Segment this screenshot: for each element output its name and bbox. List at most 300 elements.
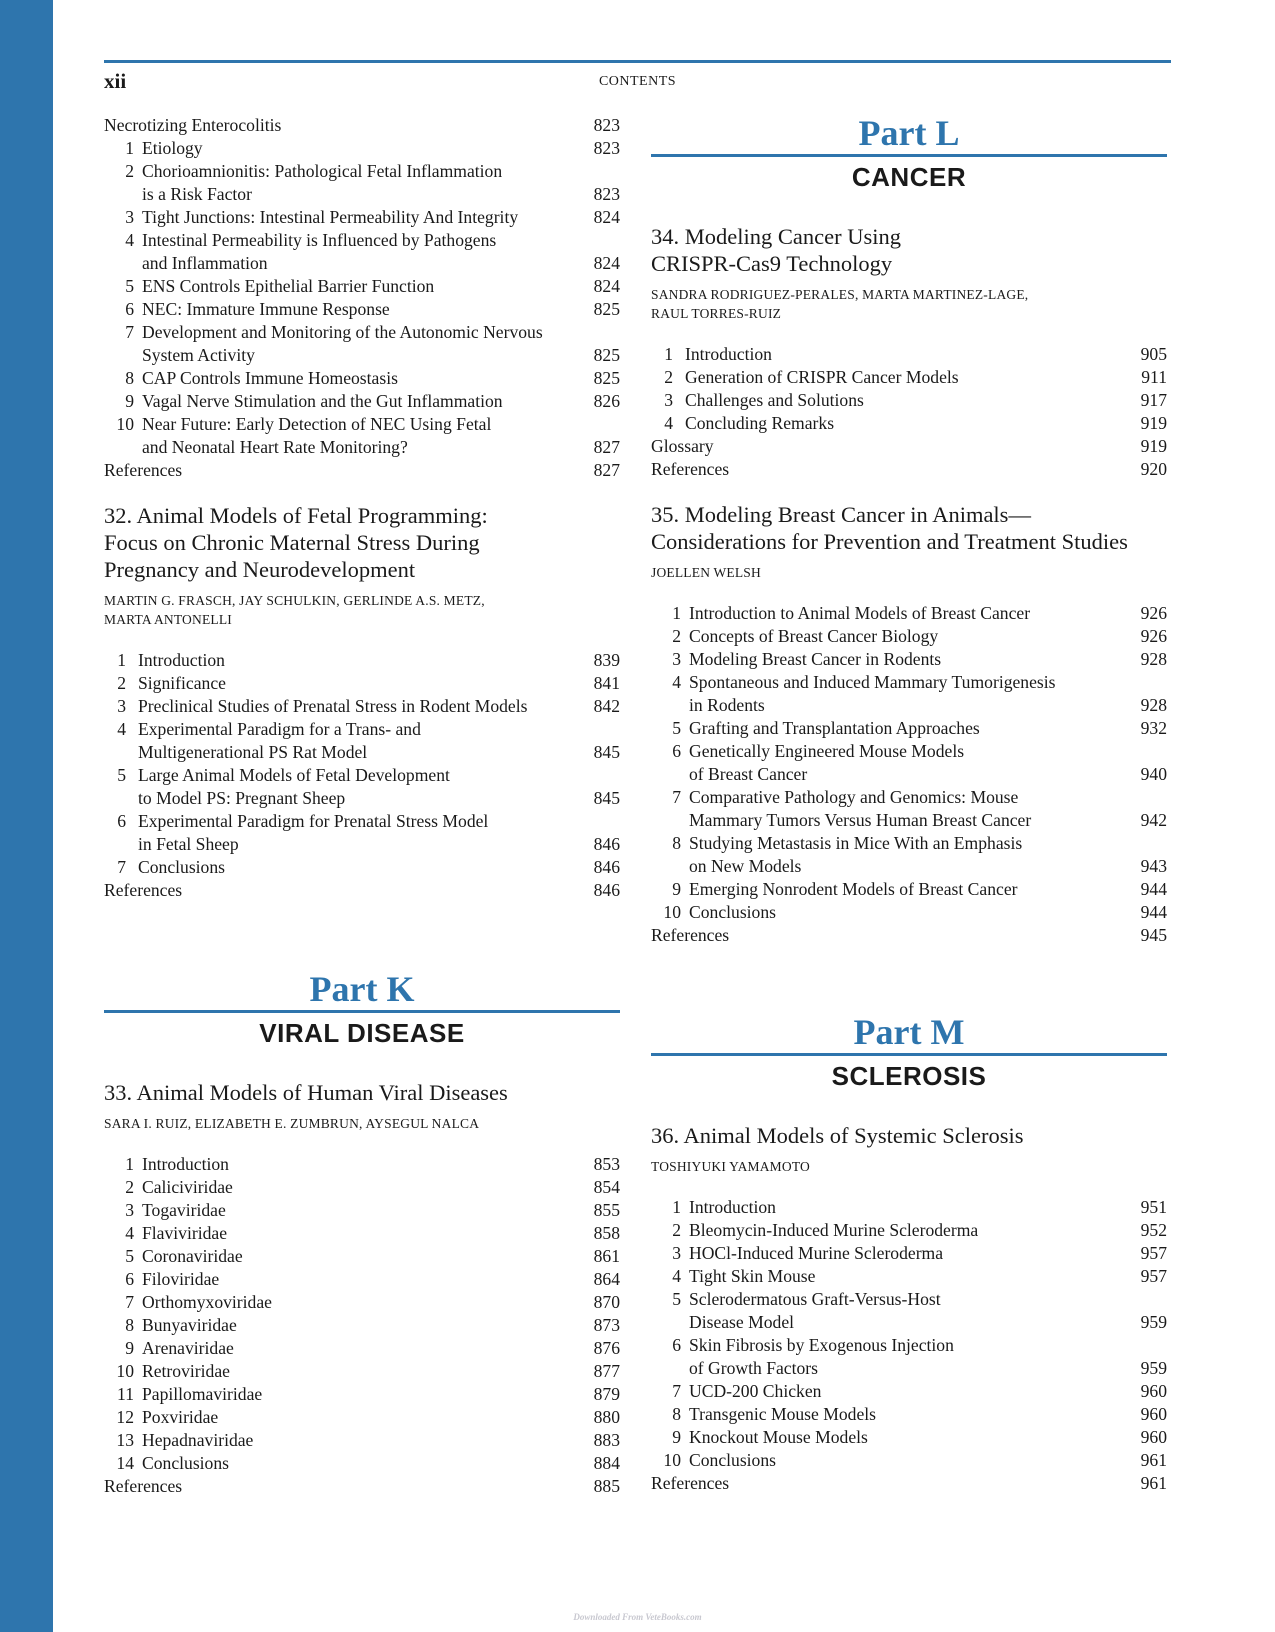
text-line: TOSHIYUKI YAMAMOTO (651, 1159, 810, 1174)
toc-entry-title-line: Etiology (142, 138, 203, 158)
toc-entry-number: 7 (672, 787, 681, 807)
toc-entry-page: 873 (593, 1315, 620, 1335)
toc-entry (651, 458, 1167, 481)
toc-entry-title (651, 366, 1117, 389)
toc-entry-title-line: Introduction (138, 650, 225, 670)
toc-entry-number: 4 (672, 672, 681, 692)
toc-entry (651, 1403, 1167, 1426)
text-line: SARA I. RUIZ, ELIZABETH E. ZUMBRUN, AYSEGUL NALCA (104, 1116, 480, 1131)
toc-entry-page: 824 (593, 253, 620, 273)
toc-entry-number: 9 (672, 1427, 681, 1447)
toc-entry-number: 7 (125, 322, 134, 342)
toc-entry-number: 6 (125, 299, 134, 319)
text-line: MARTIN G. FRASCH, JAY SCHULKIN, GERLINDE A.S. METZ, (104, 593, 485, 608)
part-rule (104, 1010, 620, 1013)
part-name: CANCER (851, 162, 967, 192)
toc-entry-number: 7 (672, 1381, 681, 1401)
toc-entry-title-line: NEC: Immature Immune Response (142, 299, 390, 319)
toc-entry-title-line: to Model PS: Pregnant Sheep (138, 788, 346, 808)
toc-entry (651, 1196, 1167, 1219)
toc-entry-title (651, 435, 1117, 458)
toc-entry-page: 928 (1140, 695, 1167, 715)
toc-entry (104, 1429, 620, 1452)
toc-entry (651, 740, 1167, 786)
toc-entry-title (104, 1475, 570, 1498)
toc-entry-page: 864 (593, 1269, 620, 1289)
toc-entry-title (104, 879, 570, 902)
toc-entry-title-line: and Inflammation (142, 253, 268, 273)
toc-entry-title (651, 878, 1117, 901)
toc-entry-title-line: and Neonatal Heart Rate Monitoring? (142, 437, 408, 457)
toc-entry-title-line: Introduction (142, 1154, 229, 1174)
toc-entry-page: 944 (1140, 902, 1167, 922)
toc-entry-page: 825 (593, 299, 620, 319)
toc-entry (104, 718, 620, 764)
toc-entry-title (104, 1291, 570, 1314)
toc-entry-page: 827 (593, 460, 620, 480)
part-rule (651, 1053, 1167, 1056)
toc-entry-title-line: in Rodents (689, 695, 765, 715)
toc-entry (104, 1383, 620, 1406)
toc-entry-page: 842 (593, 696, 620, 716)
toc-entry-page: 917 (1140, 390, 1167, 410)
toc-entry-page: 841 (593, 673, 620, 693)
toc-entry-number: 12 (116, 1407, 134, 1427)
toc-entry-number: 6 (672, 741, 681, 761)
toc-entry-title-line: Conclusions (689, 902, 776, 922)
toc-entry-page: 854 (593, 1177, 620, 1197)
toc-entry-title-line: Knockout Mouse Models (689, 1427, 868, 1447)
text-line: SANDRA RODRIGUEZ-PERALES, MARTA MARTINEZ-LAGE, (651, 287, 1029, 302)
toc-section (104, 649, 620, 902)
toc-entry-number: 8 (125, 368, 134, 388)
toc-entry-title (104, 1153, 570, 1176)
text-line: 32. Animal Models of Fetal Programming: (104, 503, 488, 528)
toc-entry-title-line: Necrotizing Enterocolitis (104, 115, 282, 135)
toc-entry-title-line: Conclusions (138, 857, 225, 877)
toc-entry-number: 9 (125, 391, 134, 411)
toc-entry-title-line: Multigenerational PS Rat Model (138, 742, 368, 762)
part-heading (104, 970, 620, 1049)
toc-entry-page: 957 (1140, 1266, 1167, 1286)
toc-entry-page: 823 (593, 115, 620, 135)
toc-entry-title (104, 1406, 570, 1429)
toc-section (651, 1196, 1167, 1495)
toc-entry-number: 10 (663, 902, 681, 922)
toc-entry-number: 6 (117, 811, 126, 831)
toc-entry-title (651, 671, 1117, 717)
toc-entry-number: 5 (117, 765, 126, 785)
chapter-title (651, 223, 1167, 277)
toc-entry (104, 672, 620, 695)
toc-entry-title-line: on New Models (689, 856, 802, 876)
toc-entry-title-line: Arenaviridae (142, 1338, 234, 1358)
toc-entry-page: 877 (593, 1361, 620, 1381)
toc-entry-title-line: Tight Skin Mouse (689, 1266, 816, 1286)
toc-entry-title (104, 718, 570, 764)
footer-watermark: Downloaded From VeteBooks.com (573, 1612, 702, 1622)
toc-entry (651, 1242, 1167, 1265)
toc-entry-page: 827 (593, 437, 620, 457)
toc-entry-title (104, 672, 570, 695)
toc-entry (104, 367, 620, 390)
toc-entry-page: 911 (1141, 367, 1167, 387)
toc-entry-number: 10 (663, 1450, 681, 1470)
toc-entry (651, 1380, 1167, 1403)
toc-entry-title-line: Generation of CRISPR Cancer Models (685, 367, 959, 387)
running-head: CONTENTS (598, 74, 677, 89)
toc-entry-title-line: Studying Metastasis in Mice With an Emphasis (689, 833, 1023, 853)
toc-entry (104, 160, 620, 206)
toc-entry-title-line: Introduction (689, 1197, 776, 1217)
toc-entry-page: 940 (1140, 764, 1167, 784)
toc-entry (104, 298, 620, 321)
toc-entry-title-line: Significance (138, 673, 226, 693)
toc-entry-title (104, 1337, 570, 1360)
toc-entry-number: 3 (125, 207, 134, 227)
toc-entry (104, 1475, 620, 1498)
part-rule (651, 154, 1167, 157)
toc-entry-number: 4 (125, 1223, 134, 1243)
toc-entry-title (104, 1360, 570, 1383)
toc-entry-title-line: References (104, 1476, 183, 1496)
toc-entry-page: 825 (593, 345, 620, 365)
toc-entry-number: 4 (672, 1266, 681, 1286)
toc-entry-title (104, 367, 570, 390)
toc-entry-page: 919 (1140, 413, 1167, 433)
toc-entry-title (651, 1426, 1117, 1449)
toc-entry-title (651, 1380, 1117, 1403)
toc-entry-number: 6 (125, 1269, 134, 1289)
toc-entry-title-line: Spontaneous and Induced Mammary Tumorigenesis (689, 672, 1056, 692)
toc-entry-number: 1 (672, 1197, 681, 1217)
toc-entry-title-line: Poxviridae (142, 1407, 219, 1427)
part-label: Part K (309, 969, 415, 1009)
toc-entry-page: 926 (1140, 603, 1167, 623)
toc-entry (651, 878, 1167, 901)
toc-entry (651, 1449, 1167, 1472)
toc-entry-title (104, 856, 570, 879)
toc-entry (104, 321, 620, 367)
toc-entry-title-line: Togaviridae (142, 1200, 226, 1220)
chapter-authors (651, 1157, 1167, 1176)
toc-entry (651, 1265, 1167, 1288)
toc-entry-page: 961 (1140, 1450, 1167, 1470)
toc-entry-title-line: Sclerodermatous Graft-Versus-Host (689, 1289, 941, 1309)
toc-entry-page: 959 (1140, 1312, 1167, 1332)
toc-entry-number: 5 (672, 718, 681, 738)
toc-entry-title-line: Retroviridae (142, 1361, 230, 1381)
toc-entry-number: 11 (117, 1384, 134, 1404)
chapter-authors (651, 563, 1167, 582)
toc-entry-page: 952 (1140, 1220, 1167, 1240)
toc-entry-title (104, 160, 570, 206)
toc-section (651, 343, 1167, 481)
toc-entry (651, 786, 1167, 832)
toc-entry-title (651, 625, 1117, 648)
chapter-authors (651, 285, 1167, 323)
toc-entry-title-line: References (104, 880, 183, 900)
toc-entry-title-line: Mammary Tumors Versus Human Breast Cancer (689, 810, 1032, 830)
toc-entry-page: 944 (1140, 879, 1167, 899)
toc-entry-number: 9 (672, 879, 681, 899)
toc-entry-title-line: Intestinal Permeability is Influenced by Pathogens (142, 230, 497, 250)
toc-entry-title (651, 1265, 1117, 1288)
chapter-title (104, 502, 620, 583)
toc-entry-title-line: of Breast Cancer (689, 764, 808, 784)
toc-entry-title (104, 229, 570, 275)
toc-entry-title-line: ENS Controls Epithelial Barrier Function (142, 276, 435, 296)
text-line: 36. Animal Models of Systemic Sclerosis (651, 1123, 1024, 1148)
toc-entry-title (104, 321, 570, 367)
toc-entry-number: 3 (125, 1200, 134, 1220)
text-line: JOELLEN WELSH (651, 565, 761, 580)
toc-entry-title (651, 832, 1117, 878)
toc-entry-number: 3 (117, 696, 126, 716)
toc-entry (651, 1219, 1167, 1242)
toc-entry-title (104, 1383, 570, 1406)
toc-entry-title (651, 924, 1117, 947)
toc-entry-page: 943 (1140, 856, 1167, 876)
toc-entry-title-line: Modeling Breast Cancer in Rodents (689, 649, 942, 669)
toc-entry-title-line: Emerging Nonrodent Models of Breast Cancer (689, 879, 1018, 899)
part-label: Part L (858, 113, 960, 153)
toc-entry-title (104, 206, 570, 229)
toc-entry (651, 832, 1167, 878)
toc-entry-title-line: of Growth Factors (689, 1358, 818, 1378)
toc-entry-title-line: Chorioamnionitis: Pathological Fetal Inflammation (142, 161, 503, 181)
toc-entry-title (104, 1222, 570, 1245)
toc-entry-page: 960 (1140, 1404, 1167, 1424)
toc-entry-title-line: Comparative Pathology and Genomics: Mouse (689, 787, 1019, 807)
part-heading (651, 114, 1167, 193)
toc-entry (104, 1222, 620, 1245)
toc-entry-page: 932 (1140, 718, 1167, 738)
toc-entry-number: 4 (125, 230, 134, 250)
toc-entry-title-line: Preclinical Studies of Prenatal Stress in Rodent Models (138, 696, 528, 716)
top-rule (104, 60, 1171, 63)
right-column (651, 114, 1167, 1495)
toc-entry-title-line: is a Risk Factor (142, 184, 252, 204)
text-line: 34. Modeling Cancer Using (651, 224, 901, 249)
toc-entry-number: 5 (672, 1289, 681, 1309)
toc-entry-number: 7 (117, 857, 126, 877)
toc-entry-title (104, 459, 570, 482)
toc-entry-title (651, 648, 1117, 671)
toc-entry (651, 1288, 1167, 1334)
toc-entry-title (104, 390, 570, 413)
text-line: 35. Modeling Breast Cancer in Animals— (651, 502, 1031, 527)
toc-entry (104, 229, 620, 275)
toc-entry-number: 2 (125, 161, 134, 181)
toc-entry-page: 870 (593, 1292, 620, 1312)
toc-entry-page: 846 (593, 880, 620, 900)
toc-entry (104, 1406, 620, 1429)
text-line: Pregnancy and Neurodevelopment (104, 557, 416, 582)
toc-entry-title-line: Genetically Engineered Mouse Models (689, 741, 965, 761)
toc-entry-title-line: UCD-200 Chicken (689, 1381, 822, 1401)
toc-entry-number: 4 (664, 413, 673, 433)
toc-entry-title (651, 343, 1117, 366)
toc-entry-title (651, 1288, 1117, 1334)
toc-entry-page: 961 (1140, 1473, 1167, 1493)
toc-entry-page: 846 (593, 834, 620, 854)
toc-entry (651, 625, 1167, 648)
toc-entry (651, 1472, 1167, 1495)
toc-entry (104, 1268, 620, 1291)
toc-entry-title (651, 740, 1117, 786)
toc-entry (104, 1199, 620, 1222)
toc-entry-number: 2 (117, 673, 126, 693)
toc-entry (651, 1426, 1167, 1449)
toc-entry-number: 2 (664, 367, 673, 387)
toc-entry-title-line: References (651, 1473, 730, 1493)
toc-entry-number: 1 (125, 1154, 134, 1174)
toc-entry-title-line: CAP Controls Immune Homeostasis (142, 368, 398, 388)
toc-entry-page: 826 (593, 391, 620, 411)
toc-entry-title-line: Challenges and Solutions (685, 390, 864, 410)
toc-entry-title (104, 137, 570, 160)
toc-entry (651, 366, 1167, 389)
toc-entry (651, 924, 1167, 947)
toc-entry-title (104, 810, 570, 856)
toc-entry (651, 1334, 1167, 1380)
toc-entry-title (104, 1268, 570, 1291)
toc-entry (104, 1153, 620, 1176)
toc-entry-title-line: Tight Junctions: Intestinal Permeability And Integrity (142, 207, 519, 227)
toc-entry-title (104, 1314, 570, 1337)
toc-entry-page: 824 (593, 207, 620, 227)
toc-entry (651, 412, 1167, 435)
toc-entry (651, 602, 1167, 625)
toc-entry-number: 2 (672, 626, 681, 646)
toc-entry-page: 884 (593, 1453, 620, 1473)
toc-entry-title (651, 602, 1117, 625)
toc-entry-number: 8 (672, 833, 681, 853)
toc-entry-title-line: Glossary (651, 436, 714, 456)
toc-entry-title-line: Bleomycin-Induced Murine Scleroderma (689, 1220, 979, 1240)
toc-entry-title (651, 458, 1117, 481)
toc-entry-number: 8 (672, 1404, 681, 1424)
toc-entry-title (104, 1199, 570, 1222)
toc-entry-title (651, 1196, 1117, 1219)
toc-entry-title (104, 413, 570, 459)
toc-entry-title-line: Vagal Nerve Stimulation and the Gut Inflammation (142, 391, 503, 411)
part-name: VIRAL DISEASE (259, 1018, 465, 1048)
chapter-title (104, 1079, 620, 1106)
toc-entry-title (651, 786, 1117, 832)
toc-entry-page: 853 (593, 1154, 620, 1174)
toc-entry (651, 717, 1167, 740)
toc-entry-number: 10 (116, 414, 134, 434)
toc-entry-title (651, 412, 1117, 435)
toc-entry-page: 919 (1140, 436, 1167, 456)
toc-entry-title (651, 389, 1117, 412)
toc-entry-title-line: References (651, 459, 730, 479)
toc-entry-title-line: Concluding Remarks (685, 413, 835, 433)
toc-entry-title-line: Caliciviridae (142, 1177, 233, 1197)
toc-entry-page: 942 (1140, 810, 1167, 830)
toc-entry-title-line: Conclusions (689, 1450, 776, 1470)
toc-entry-title-line: Filoviridae (142, 1269, 220, 1289)
toc-entry-title-line: Disease Model (689, 1312, 795, 1332)
toc-entry-number: 8 (125, 1315, 134, 1335)
toc-entry-page: 905 (1140, 344, 1167, 364)
toc-entry-number: 3 (672, 649, 681, 669)
toc-entry-page: 823 (593, 138, 620, 158)
toc-entry (104, 390, 620, 413)
chapter-authors (104, 1114, 620, 1133)
toc-entry-title-line: Introduction to Animal Models of Breast Cancer (689, 603, 1031, 623)
toc-section (651, 602, 1167, 947)
toc-entry-number: 3 (664, 390, 673, 410)
toc-entry-page: 883 (593, 1430, 620, 1450)
toc-entry (104, 1245, 620, 1268)
toc-entry-number: 5 (125, 276, 134, 296)
toc-entry-title-line: Concepts of Breast Cancer Biology (689, 626, 939, 646)
toc-entry-title-line: Skin Fibrosis by Exogenous Injection (689, 1335, 954, 1355)
blue-side-bar (0, 0, 53, 1632)
toc-entry-number: 9 (125, 1338, 134, 1358)
toc-entry (104, 764, 620, 810)
toc-entry-page: 957 (1140, 1243, 1167, 1263)
toc-entry-title (651, 1449, 1117, 1472)
toc-entry (104, 1337, 620, 1360)
toc-entry-page: 951 (1140, 1197, 1167, 1217)
toc-entry-number: 3 (672, 1243, 681, 1263)
text-line: CRISPR-Cas9 Technology (651, 251, 893, 276)
toc-entry-number: 4 (117, 719, 126, 739)
toc-entry-page: 879 (593, 1384, 620, 1404)
toc-entry-title-line: Transgenic Mouse Models (689, 1404, 877, 1424)
toc-entry-page: 885 (593, 1476, 620, 1496)
toc-entry-page: 960 (1140, 1427, 1167, 1447)
toc-entry-title-line: HOCl-Induced Murine Scleroderma (689, 1243, 944, 1263)
toc-entry-number: 1 (125, 138, 134, 158)
toc-entry (104, 810, 620, 856)
toc-entry-title (104, 275, 570, 298)
left-column (104, 114, 620, 1498)
toc-entry-title-line: Bunyaviridae (142, 1315, 237, 1335)
toc-section (104, 1153, 620, 1498)
toc-entry-title-line: Hepadnaviridae (142, 1430, 254, 1450)
toc-entry (104, 275, 620, 298)
toc-entry-title-line: Papillomaviridae (142, 1384, 263, 1404)
toc-entry-page: 858 (593, 1223, 620, 1243)
toc-entry-title-line: Large Animal Models of Fetal Development (138, 765, 450, 785)
toc-entry-title (104, 649, 570, 672)
toc-entry-title-line: Flaviviridae (142, 1223, 228, 1243)
text-line: Focus on Chronic Maternal Stress During (104, 530, 480, 555)
toc-entry-number: 1 (664, 344, 673, 364)
toc-entry-title (104, 1245, 570, 1268)
toc-entry-page: 845 (593, 742, 620, 762)
part-name: SCLEROSIS (831, 1061, 987, 1091)
toc-entry-number: 10 (116, 1361, 134, 1381)
toc-entry (104, 649, 620, 672)
toc-entry (651, 648, 1167, 671)
toc-entry-page: 920 (1140, 459, 1167, 479)
toc-entry (104, 459, 620, 482)
toc-entry-page: 876 (593, 1338, 620, 1358)
toc-entry-page: 824 (593, 276, 620, 296)
toc-entry-title-line: Grafting and Transplantation Approaches (689, 718, 980, 738)
toc-entry-number: 2 (672, 1220, 681, 1240)
toc-entry (104, 1291, 620, 1314)
toc-entry (651, 435, 1167, 458)
toc-entry-title (651, 717, 1117, 740)
toc-entry-title-line: Experimental Paradigm for a Trans- and (138, 719, 421, 739)
